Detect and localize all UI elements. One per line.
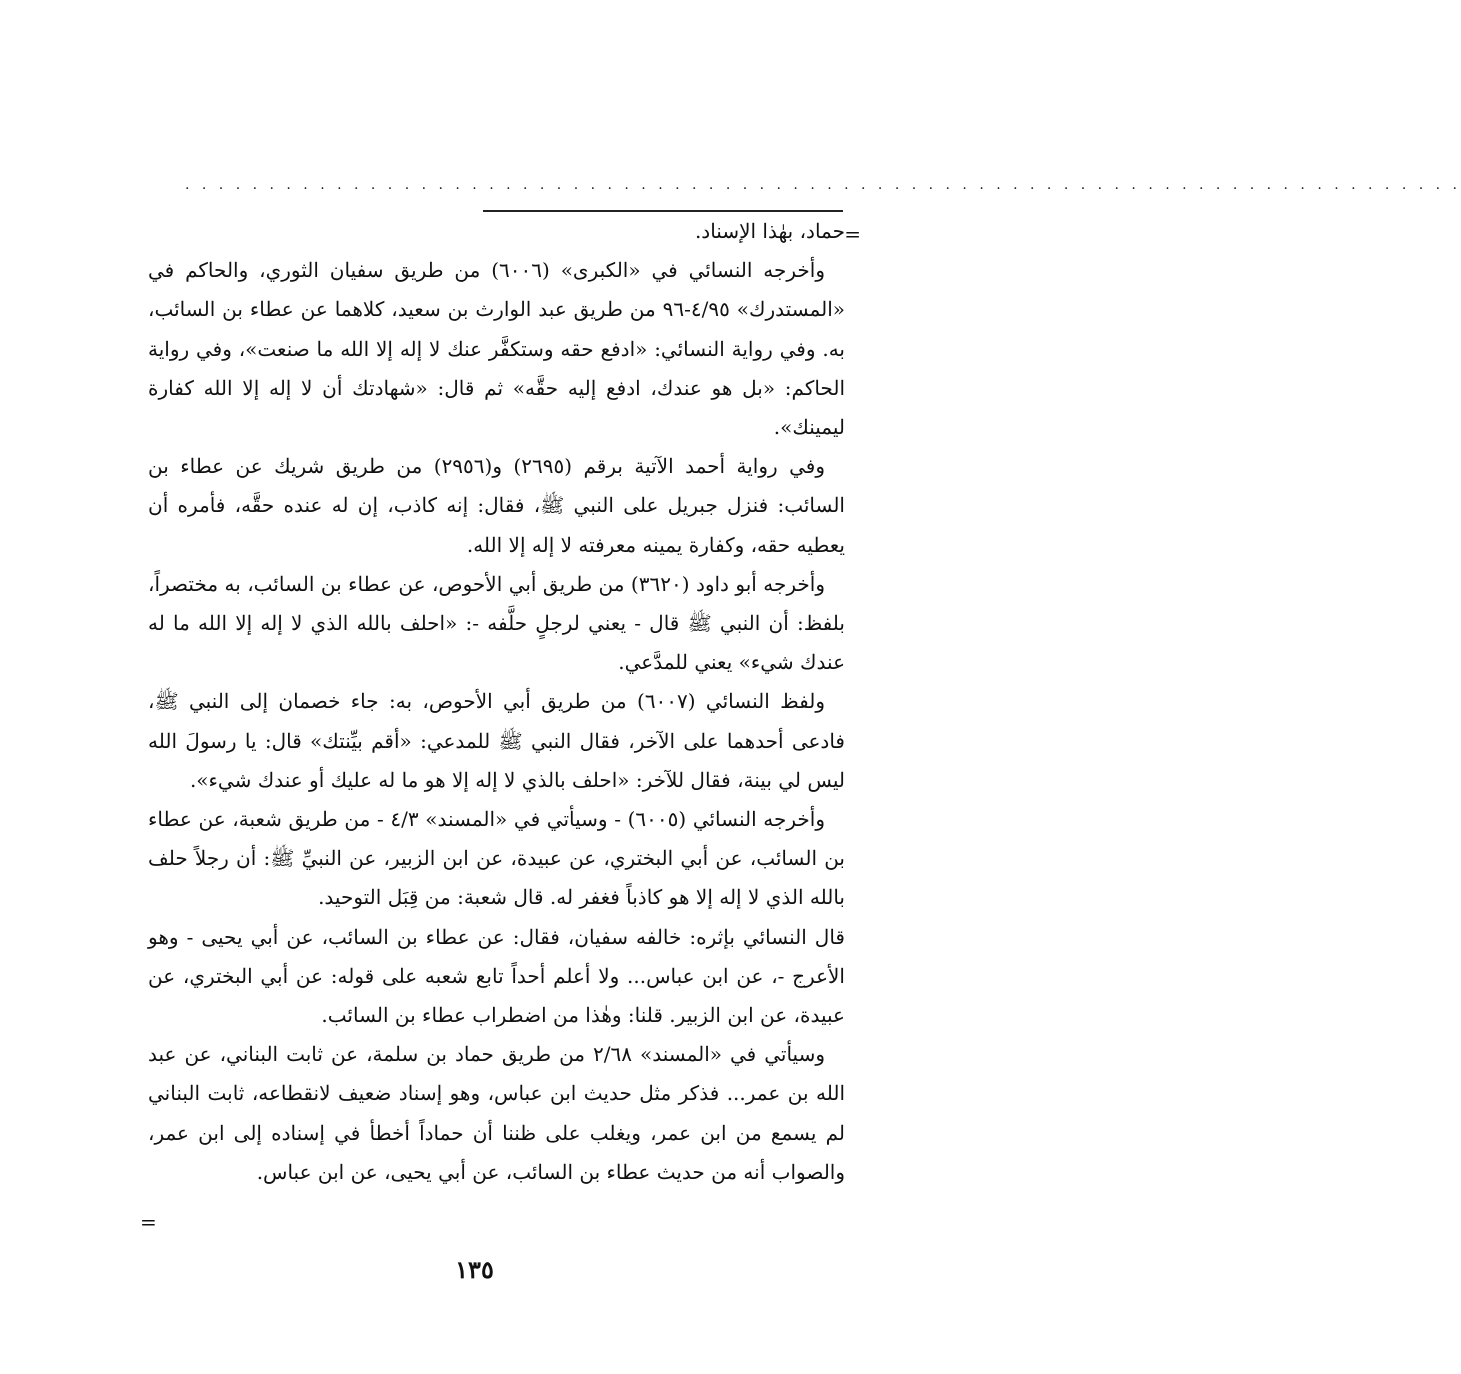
separator-dots: . . . . . . . . . . . . . . . . . . . . . . . . . . . . . . . . . . . . . . . . . . . . . . . . . . . . . . . . . . . . . . . . . . . . . . . . . . . . (185, 177, 1461, 193)
continuation-mark: = (844, 222, 861, 246)
footnote-paragraph: وأخرجه النسائي (٦٠٠٥) - وسيأتي في «المسند» ٤/٣ - من طريق شعبة، عن عطاء بن السائب، عن أبي البختري، عن عبيدة، عن ابن الزبير، عن النبيِّ ﷺ: أن رجلاً حلف بالله الذي لا إله إلا هو كاذباً فغفر له. قال شعبة: من قِبَل التوحيد. (148, 807, 845, 910)
footnote-body (148, 212, 845, 1192)
footnote-paragraph: وأخرجه أبو داود (٣٦٢٠) من طريق أبي الأحوص، عن عطاء بن السائب، به مختصراً، بلفظ: أن النبي ﷺ قال - يعني لرجلٍ حلَّفه -: «احلف بالله الذي لا إله إلا الله ما له عندك شيء» يعني للمدَّعي. (148, 571, 845, 675)
footnote-paragraph: قال النسائي بإثره: خالفه سفيان، فقال: عن عطاء بن السائب، عن أبي يحيى - وهو الأعرج -، عن ابن عباس... ولا أعلم أحداً تابع شعبه على قوله: عن أبي البختري، عن عبيدة، عن ابن الزبير. قلنا: وهٰذا من اضطراب عطاء بن السائب. (148, 924, 845, 1028)
footnote-paragraph: وسيأتي في «المسند» ٢/٦٨ من طريق حماد بن سلمة، عن ثابت البناني، عن عبد الله بن عمر... فذكر مثل حديث ابن عباس، وهو إسناد ضعيف لانقطاعه، ثابت البناني لم يسمع من ابن عمر، ويغلب على ظننا أن حماداً أخطأ في إسناده إلى ابن عمر، والصواب أنه من حديث عطاء بن السائب، عن أبي يحيى، عن ابن عباس. (148, 1042, 845, 1184)
footnote-paragraph: وفي رواية أحمد الآتية برقم (٢٦٩٥) و(٢٩٥٦) من طريق شريك عن عطاء بن السائب: فنزل جبريل على النبي ﷺ، فقال: إنه كاذب، إن له عنده حقَّه، فأمره أن يعطيه حقه، وكفارة يمينه معرفته لا إله إلا الله. (148, 454, 845, 557)
continuation-end-mark: = (140, 1210, 157, 1234)
footnote-paragraph: ولفظ النسائي (٦٠٠٧) من طريق أبي الأحوص، به: جاء خصمان إلى النبي ﷺ، فادعى أحدهما على الآخر، فقال النبي ﷺ للمدعي: «أقم بيِّنتك» قال: يا رسولَ الله ليس لي بينة، فقال للآخر: «احلف بالذي لا إله إلا هو ما له عليك أو عندك شيء». (148, 689, 845, 792)
footnote-paragraph: حماد، بهٰذا الإسناد. (694, 219, 845, 243)
footnote-paragraph: وأخرجه النسائي في «الكبرى» (٦٠٠٦) من طريق سفيان الثوري، والحاكم في «المستدرك» ٤/٩٥-٩٦ من طريق عبد الوارث بن سعيد، كلاهما عن عطاء بن السائب، به. وفي رواية النسائي: «ادفع حقه وستكفَّر عنك لا إله إلا الله ما صنعت»، وفي رواية الحاكم: «بل هو عندك، ادفع إليه حقَّه» ثم قال: «شهادتك أن لا إله إلا الله كفارة ليمينك». (148, 258, 846, 440)
page-number: ١٣٥ (455, 1255, 494, 1284)
